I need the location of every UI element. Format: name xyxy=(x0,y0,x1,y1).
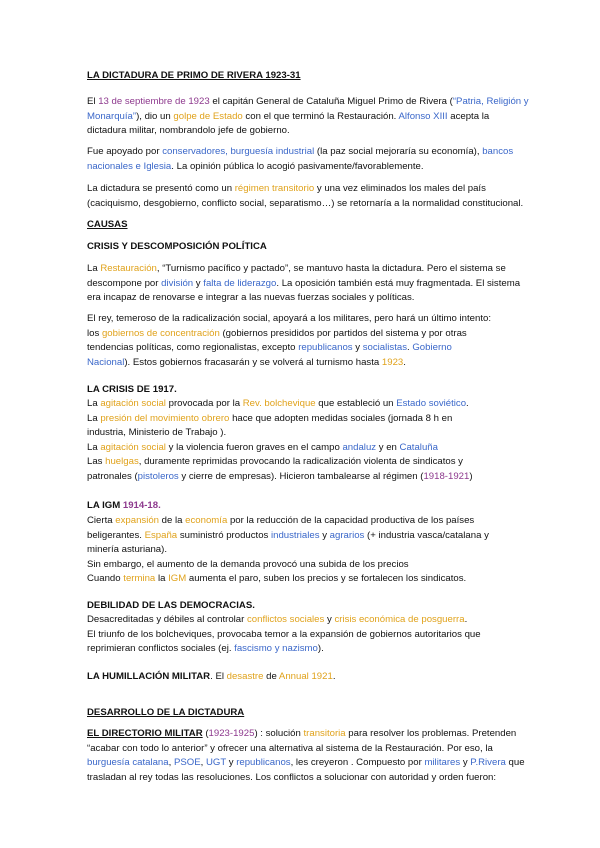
highlighted-term: Alfonso XIII xyxy=(398,110,448,122)
text-run: por la reducción de la capacidad productiva de los países xyxy=(227,515,475,526)
text-run: ) : solución xyxy=(254,728,304,739)
text-line xyxy=(87,145,557,160)
text-line xyxy=(87,543,557,558)
text-run: Las xyxy=(87,456,106,467)
highlighted-term: presión del movimiento obrero xyxy=(100,412,230,424)
text-line xyxy=(87,95,557,110)
text-run: La dictadura se presentó como un xyxy=(87,183,235,194)
text-run: . xyxy=(464,614,468,625)
text-run: suministró productos xyxy=(177,529,271,541)
text-line xyxy=(87,182,557,197)
text-run: y xyxy=(319,529,330,541)
highlighted-term: pistoleros xyxy=(137,470,179,482)
text-line xyxy=(87,412,557,427)
highlighted-term: nacionales e Iglesia xyxy=(87,160,172,172)
text-run: patronales ( xyxy=(87,470,138,482)
text-run: . xyxy=(332,671,336,682)
desarrollo-heading: DESARROLLO DE LA DICTADURA xyxy=(87,707,245,718)
highlighted-term: burguesía catalana xyxy=(87,757,169,768)
crisis-1917-heading: LA CRISIS DE 1917. xyxy=(87,384,177,395)
directorio-line-1: EL DIRECTORIO MILITAR (1923-1925) : solución transitoria para resolver los problemas. Pretenden xyxy=(87,728,517,739)
text-run: Cierta xyxy=(87,515,116,526)
highlighted-term: 1918-1921 xyxy=(423,470,470,482)
text-run: beligerantes. xyxy=(87,529,145,541)
text-line xyxy=(87,628,557,643)
text-run: trasladan al rey todas las resoluciones. Los conflictos a solucionar con autoridad y orden fueron: xyxy=(87,771,497,783)
text-line xyxy=(87,197,557,212)
text-run: industria, Ministerio de Trabajo ). xyxy=(87,427,227,438)
crisis-politica-heading: CRISIS Y DESCOMPOSICIÓN POLÍTICA xyxy=(87,241,267,252)
text-run: y cierre de empresas). Hicieron tambalearse al régimen ( xyxy=(178,470,424,482)
text-line xyxy=(87,312,557,327)
text-run: La xyxy=(87,441,101,453)
text-run: reprimieran conflictos sociales (ej. xyxy=(87,643,235,654)
highlighted-term: IGM xyxy=(168,573,187,584)
text-run: ), dio un xyxy=(136,110,174,122)
crisis-1917-body xyxy=(87,397,557,484)
highlighted-term: UGT xyxy=(205,757,227,768)
text-run: La xyxy=(87,398,101,409)
text-run: El rey, temeroso de la radicalización social, apoyará a los militares, pero hará un último intento: xyxy=(87,313,492,324)
text-run: . La oposición también está muy fragmentada. El sistema xyxy=(276,277,521,289)
text-run: y en xyxy=(376,441,400,453)
highlighted-term: fascismo y nazismo xyxy=(234,643,318,654)
text-line xyxy=(87,262,557,277)
highlighted-term: economía xyxy=(185,515,228,526)
text-line xyxy=(87,642,557,657)
text-line xyxy=(87,124,557,139)
text-run: Desacreditadas y débiles al controlar xyxy=(87,614,247,625)
highlighted-term: republicanos xyxy=(298,342,353,353)
text-run: Fue apoyado por xyxy=(87,146,163,157)
text-run: ) xyxy=(469,470,473,482)
text-run: , “Turnismo pacífico y pactado”, se mantuvo hasta la dictadura. Pero el sistema se xyxy=(156,263,506,274)
text-line xyxy=(87,572,557,587)
text-run: el capitán General de Cataluña Miguel Primo de Rivera ( xyxy=(209,96,453,107)
highlighted-term: Rev. bolchevique xyxy=(242,398,316,409)
text-line xyxy=(87,613,557,628)
text-run: y xyxy=(193,277,204,289)
text-line xyxy=(87,327,557,342)
text-run: y una vez eliminados los males del país xyxy=(314,183,486,194)
text-run: era incapaz de renovarse e integrar a las nuevas fuerzas sociales y políticas. xyxy=(87,292,415,303)
crisis-politica-paragraph-1 xyxy=(87,262,557,306)
text-run: . xyxy=(403,356,406,368)
humillacion-paragraph: LA HUMILLACIÓN MILITAR. El desastre de Annual 1921. xyxy=(87,671,336,682)
text-run: descompone por xyxy=(87,277,162,289)
text-run: . El xyxy=(210,671,227,682)
highlighted-term: industriales xyxy=(271,529,320,541)
text-line xyxy=(87,529,557,544)
text-run: , duramente reprimidas provocando la radicalización violenta de sindicatos y xyxy=(138,456,463,467)
text-run: (+ industria vasca/catalana y xyxy=(364,529,489,541)
text-run: y la violencia fueron graves en el campo xyxy=(165,441,343,453)
text-run: dictadura militar, nombrandolo jefe de gobierno. xyxy=(87,125,290,136)
intro-paragraph-3 xyxy=(87,182,557,211)
highlighted-term: régimen transitorio xyxy=(234,183,315,194)
text-run: para resolver los problemas. Pretenden xyxy=(345,728,517,739)
text-line xyxy=(87,356,557,371)
text-run: ). xyxy=(317,643,324,654)
humillacion-text xyxy=(210,671,335,682)
highlighted-term: agitación social xyxy=(100,441,166,453)
text-run: Sin embargo, el aumento de la demanda provocó una subida de los precios xyxy=(87,558,409,570)
text-run: . xyxy=(466,398,469,409)
highlighted-term: republicanos xyxy=(236,757,291,768)
highlighted-term: gobiernos de concentración xyxy=(101,327,220,339)
text-run: y xyxy=(352,342,363,353)
text-run: que estableció un xyxy=(315,398,397,409)
highlighted-term: golpe de Estado xyxy=(173,110,243,122)
highlighted-term: conflictos sociales xyxy=(246,614,325,625)
highlighted-term: Annual 1921 xyxy=(278,671,333,682)
highlighted-term: España xyxy=(144,529,178,541)
text-line xyxy=(87,514,557,529)
causas-heading: CAUSAS xyxy=(87,219,128,230)
text-run: que xyxy=(505,757,525,768)
highlighted-term: Estado soviético xyxy=(396,398,467,409)
highlighted-term: Restauración xyxy=(100,263,157,274)
text-run: , les creyeron . Compuesto por xyxy=(290,757,425,768)
text-run: de xyxy=(263,671,279,682)
highlighted-term: huelgas xyxy=(105,456,139,467)
text-line xyxy=(87,455,557,470)
highlighted-term: socialistas xyxy=(362,342,407,353)
highlighted-term: agitación social xyxy=(100,398,166,409)
text-run: tendencias políticas, como regionalistas, excepto xyxy=(87,342,299,353)
text-run: de la xyxy=(159,515,186,526)
highlighted-term: militares xyxy=(424,757,461,768)
highlighted-term: desastre xyxy=(226,671,264,682)
text-line xyxy=(87,470,557,485)
text-run: . xyxy=(407,342,413,353)
text-line xyxy=(87,160,557,175)
text-run: la xyxy=(155,573,169,584)
highlighted-term: Monarquía” xyxy=(87,110,137,122)
highlighted-term: 1923 xyxy=(381,356,404,368)
intro-paragraph-2 xyxy=(87,145,557,174)
directorio-line-4 xyxy=(87,771,557,786)
text-run: (la paz social mejoraría su economía), xyxy=(314,146,483,157)
text-run: “acabar con todo lo anterior” y ofrecer una alternativa al sistema de la Restauración. Por eso, la xyxy=(87,742,493,754)
debilidad-body xyxy=(87,613,557,657)
text-run: y xyxy=(226,757,237,768)
crisis-politica-paragraph-2 xyxy=(87,312,557,370)
text-run: con el que terminó la Restauración. xyxy=(242,110,399,122)
text-run: los xyxy=(87,327,102,339)
text-run: acepta la xyxy=(447,110,490,122)
text-line xyxy=(87,341,557,356)
igm-heading: LA IGM 1914-18. xyxy=(87,500,161,511)
text-line xyxy=(87,291,557,306)
directorio-line-3 xyxy=(87,756,557,771)
text-run: ). Estos gobiernos fracasarán y se volverá al turnismo hasta xyxy=(124,356,382,368)
text-run: La xyxy=(87,412,101,424)
highlighted-term: agrarios xyxy=(329,529,365,541)
debilidad-heading: DEBILIDAD DE LAS DEMOCRACIAS. xyxy=(87,600,255,611)
text-line xyxy=(87,558,557,573)
highlighted-term: bancos xyxy=(482,146,514,157)
text-run: La xyxy=(87,263,101,274)
highlighted-term: Nacional xyxy=(87,356,125,368)
text-run: El triunfo de los bolcheviques, provocaba temor a la expansión de gobiernos autoritarios que xyxy=(87,628,481,640)
text-line xyxy=(87,277,557,292)
highlighted-term: PSOE xyxy=(173,757,201,768)
highlighted-term: transitoria xyxy=(303,728,346,739)
highlighted-term: Cataluña xyxy=(399,441,438,453)
text-run: El xyxy=(87,96,99,107)
highlighted-term: expansión xyxy=(115,515,160,526)
text-run: y xyxy=(324,614,335,625)
text-run: . La opinión pública lo acogió pasivamente/favorablemente. xyxy=(171,160,424,172)
text-run: (caciquismo, desgobierno, conflicto social, separatismo…) se retornaría a la normalidad constitucional. xyxy=(87,197,524,209)
text-run: hace que adopten medidas sociales (jornada 8 h en xyxy=(229,412,453,424)
text-run: provocada por la xyxy=(165,398,243,409)
text-run: ( xyxy=(202,728,209,739)
text-run: Cuando xyxy=(87,573,124,584)
text-line xyxy=(87,441,557,456)
text-line xyxy=(87,426,557,441)
text-run: minería asturiana). xyxy=(87,544,167,555)
text-line xyxy=(87,397,557,412)
highlighted-term: división xyxy=(161,277,194,289)
igm-body xyxy=(87,514,557,587)
highlighted-term: termina xyxy=(123,573,156,584)
highlighted-term: falta de liderazgo xyxy=(203,277,277,289)
highlighted-term: P.Rivera xyxy=(470,757,506,768)
text-run: , xyxy=(200,757,206,768)
text-run: (gobiernos presididos por partidos del sistema y por otras xyxy=(219,327,467,339)
highlighted-term: conservadores, burguesía industrial xyxy=(162,146,315,157)
text-run: aumenta el paro, suben los precios y se fortalecen los sindicatos. xyxy=(186,573,467,584)
highlighted-term: Gobierno xyxy=(412,342,452,353)
highlighted-term: 13 de septiembre de 1923 xyxy=(98,96,210,107)
highlighted-term: “Patria, Religión y xyxy=(452,96,529,107)
text-run: y xyxy=(460,757,471,768)
text-line xyxy=(87,110,557,125)
highlighted-term: andaluz xyxy=(342,441,377,453)
intro-paragraph-1 xyxy=(87,95,557,139)
document-title: LA DICTADURA DE PRIMO DE RIVERA 1923-31 xyxy=(87,70,301,81)
directorio-body xyxy=(87,727,557,785)
highlighted-term: 1923-1925 xyxy=(208,728,255,739)
text-run: , xyxy=(168,757,174,768)
highlighted-term: crisis económica de posguerra xyxy=(334,614,465,625)
directorio-line-2 xyxy=(87,742,557,757)
